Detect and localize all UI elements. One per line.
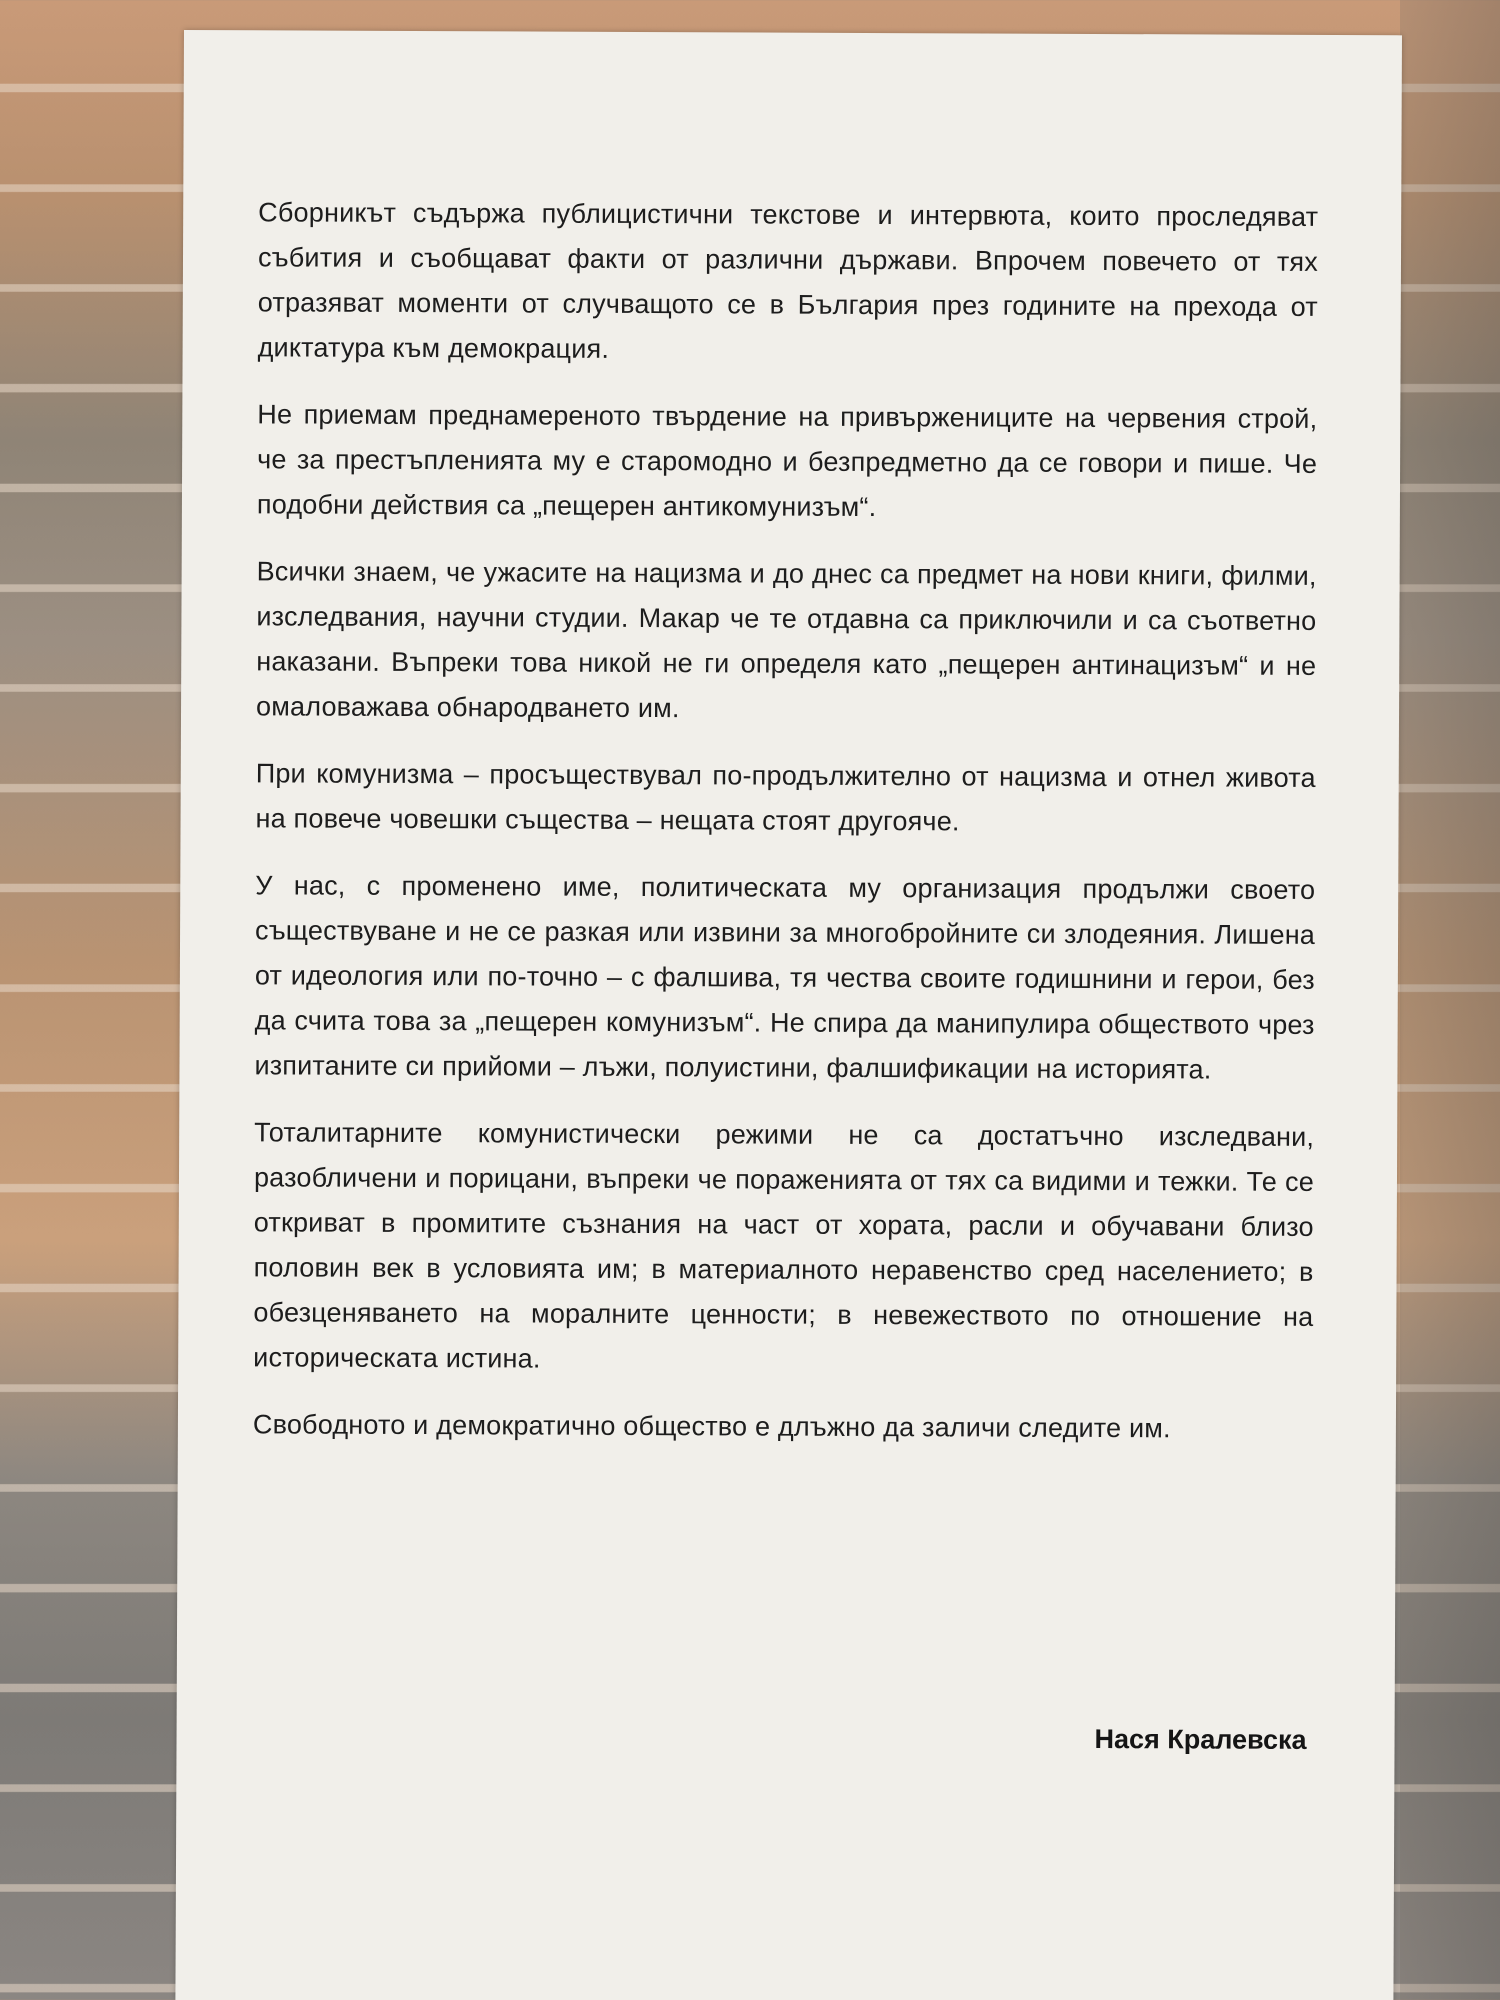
paragraph-2: Не приемам преднамереното твърдение на привържениците на червения строй, че за престъпленията му е старомодно и безпредметно да се говори и пише. Че подобни действия са „пещерен антикомунизъм“. bbox=[256, 399, 1318, 523]
cover-text bbox=[253, 190, 1318, 1452]
book-back-cover bbox=[175, 30, 1402, 2000]
paragraph-4: При комунизма – просъществувал по-продължително от нацизма и отнел живота на повече човешки същества – нещата стоят другояче. bbox=[255, 758, 1316, 837]
paragraph-6: Тоталитарните комунистически режими не са достатъчно изследвани, разобличени и порицани, въпреки че пораженията от тях са видими и тежки. Те се откриват в промитите съзнания на част от хората, расли и обучавани близо половин век в условията им; в материалното неравенство сред населението; в обезценяването на моралните ценности; в невежеството по отношение на историческата истина. bbox=[253, 1117, 1315, 1374]
background-shadow bbox=[1400, 0, 1500, 2000]
paragraph-1: Сборникът съдържа публицистични текстове и интервюта, които проследяват събития и съобщават факти от различни държави. Впрочем повечето от тях отразяват моменти от случващото се в България през годините на прехода от диктатура към демокрация. bbox=[257, 197, 1319, 364]
author-signature: Нася Кралевска bbox=[1094, 1723, 1307, 1755]
paragraph-7: Свободното и демократично общество е длъжно да заличи следите им. bbox=[252, 1409, 1171, 1444]
paragraph-3: Всички знаем, че ужасите на нацизма и до днес са предмет на нови книги, филми, изследвания, научни студии. Макар че те отдавна са приключили и са съответно наказани. Въпреки това никой не ги определя като „пещерен антинацизъм“ и не омаловажава обнародването им. bbox=[255, 556, 1317, 724]
paragraph-5: У нас, с променено име, политическата му организация продължи своето съществуване и не се разкая или извини за многобройните си злодеяния. Лишена от идеология или по-точно – с фалшива, тя чества своите годишнини и герои, без да счита това за „пещерен комунизъм“. Не спира да манипулира обществото чрез изпитаните си прийоми – лъжи, полуистини, фалшификации на историята. bbox=[254, 870, 1316, 1085]
